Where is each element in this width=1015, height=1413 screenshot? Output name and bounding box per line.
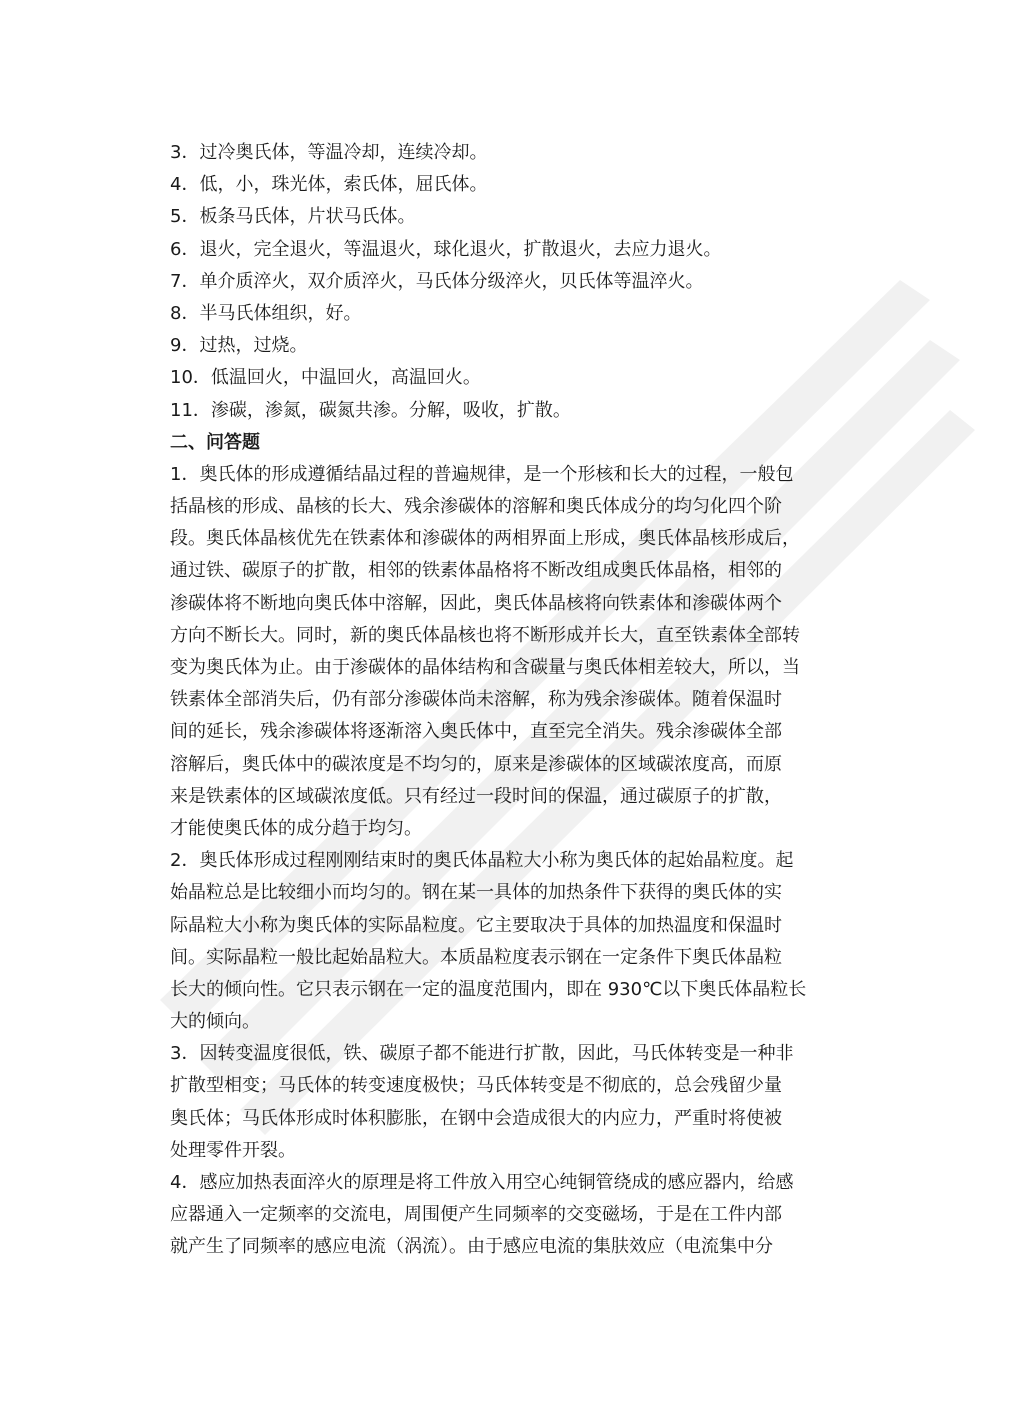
answer-content xyxy=(170,137,850,1264)
qa-answer-line: 就产生了同频率的感应电流（涡流）。由于感应电流的集肤效应（电流集中分 xyxy=(170,1236,773,1258)
qa-answer-line: 变为奥氏体为止。由于渗碳体的晶体结构和含碳量与奥氏体相差较大，所以，当 xyxy=(170,657,800,678)
fill-answer-10: 10．低温回火，中温回火，高温回火。 xyxy=(170,367,481,389)
qa-answer-2 xyxy=(170,845,850,1038)
qa-answer-line: 际晶粒大小称为奥氏体的实际晶粒度。它主要取决于具体的加热温度和保温时 xyxy=(170,914,782,936)
fill-answer-4: 4．低，小，珠光体，索氏体，屈氏体。 xyxy=(170,174,488,196)
qa-answer-line: 溶解后，奥氏体中的碳浓度是不均匀的，原来是渗碳体的区域碳浓度高，而原 xyxy=(170,753,782,775)
qa-answer-line: 间。实际晶粒一般比起始晶粒大。本质晶粒度表示钢在一定条件下奥氏体晶粒 xyxy=(170,946,782,968)
qa-answer-line: 2．奥氏体形成过程刚刚结束时的奥氏体晶粒大小称为奥氏体的起始晶粒度。起 xyxy=(170,850,794,872)
qa-answer-line: 始晶粒总是比较细小而均匀的。钢在某一具体的加热条件下获得的奥氏体的实 xyxy=(170,882,782,904)
qa-answer-line: 大的倾向。 xyxy=(170,1011,260,1033)
qa-answer-3 xyxy=(170,1038,850,1167)
qa-answer-line: 括晶核的形成、晶核的长大、残余渗碳体的溶解和奥氏体成分的均匀化四个阶 xyxy=(170,496,782,518)
fill-answer-11: 11．渗碳，渗氮，碳氮共渗。分解，吸收，扩散。 xyxy=(170,399,571,421)
qa-answer-line: 1．奥氏体的形成遵循结晶过程的普遍规律，是一个形核和长大的过程，一般包 xyxy=(170,463,794,485)
qa-answer-line: 间的延长，残余渗碳体将逐渐溶入奥氏体中，直至完全消失。残余渗碳体全部 xyxy=(170,721,782,743)
qa-answer-line: 长大的倾向性。它只表示钢在一定的温度范围内，即在 930℃以下奥氏体晶粒长 xyxy=(170,978,807,1000)
qa-answer-line: 方向不断长大。同时，新的奥氏体晶核也将不断形成并长大，直至铁素体全部转 xyxy=(170,624,800,646)
qa-answer-line: 渗碳体将不断地向奥氏体中溶解，因此，奥氏体晶核将向铁素体和渗碳体两个 xyxy=(170,592,782,614)
fill-answer-3: 3．过冷奥氏体，等温冷却，连续冷却。 xyxy=(170,142,488,163)
qa-answer-line: 4．感应加热表面淬火的原理是将工件放入用空心纯铜管绕成的感应器内，给感 xyxy=(170,1172,794,1193)
qa-answer-4 xyxy=(170,1167,850,1264)
fill-answer-8: 8．半马氏体组织，好。 xyxy=(170,302,362,324)
qa-answer-line: 来是铁素体的区域碳浓度低。只有经过一段时间的保温，通过碳原子的扩散， xyxy=(170,785,782,807)
fill-answer-6: 6．退火，完全退火，等温退火，球化退火，扩散退火，去应力退火。 xyxy=(170,238,722,260)
fill-answers-list xyxy=(170,137,850,427)
qa-answer-line: 应器通入一定频率的交流电，周围便产生同频率的交变磁场，于是在工件内部 xyxy=(170,1204,782,1226)
fill-answer-5: 5．板条马氏体，片状马氏体。 xyxy=(170,206,416,228)
qa-answer-line: 3．因转变温度很低，铁、碳原子都不能进行扩散，因此，马氏体转变是一种非 xyxy=(170,1043,794,1065)
fill-answer-9: 9．过热，过烧。 xyxy=(170,335,308,357)
qa-answer-1 xyxy=(170,459,850,845)
qa-answer-line: 扩散型相变；马氏体的转变速度极快；马氏体转变是不彻底的，总会残留少量 xyxy=(170,1075,782,1097)
qa-answer-line: 才能使奥氏体的成分趋于均匀。 xyxy=(170,817,422,839)
section-heading: 二、问答题 xyxy=(170,431,260,453)
fill-answer-7: 7．单介质淬火，双介质淬火，马氏体分级淬火，贝氏体等温淬火。 xyxy=(170,270,704,292)
qa-answer-line: 通过铁、碳原子的扩散，相邻的铁素体晶格将不断改组成奥氏体晶格，相邻的 xyxy=(170,560,782,582)
qa-answer-line: 铁素体全部消失后，仍有部分渗碳体尚未溶解，称为残余渗碳体。随着保温时 xyxy=(170,689,782,711)
qa-answer-line: 处理零件开裂。 xyxy=(170,1139,296,1161)
qa-answer-line: 段。奥氏体晶核优先在铁素体和渗碳体的两相界面上形成，奥氏体晶核形成后， xyxy=(170,528,800,550)
qa-answer-line: 奥氏体；马氏体形成时体积膨胀，在钢中会造成很大的内应力，严重时将使被 xyxy=(170,1107,782,1129)
